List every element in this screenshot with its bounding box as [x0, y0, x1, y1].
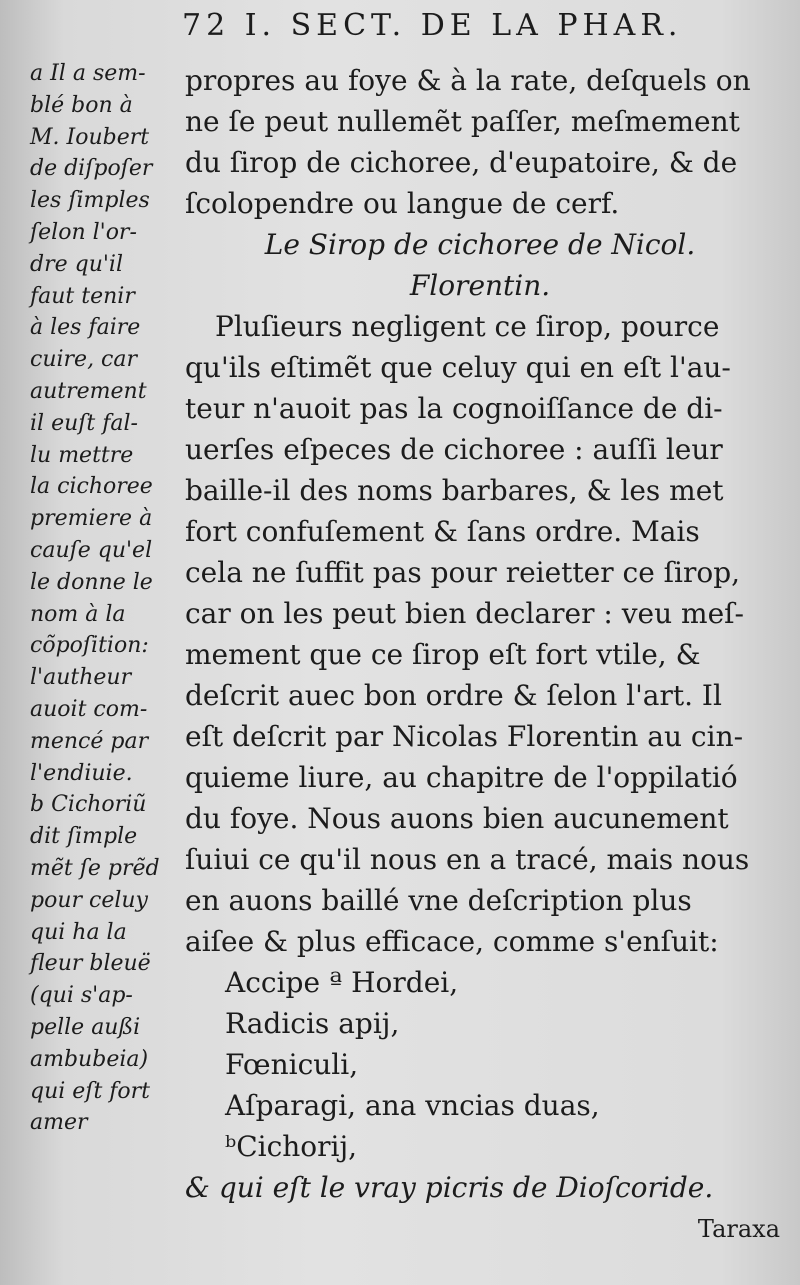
margin-note-line: premiere à [30, 506, 153, 532]
catchword: Taraxa [697, 1215, 780, 1243]
text-line: ſcolopendre ou langue de cerf. [185, 187, 620, 220]
margin-note-line: l'autheur [30, 665, 132, 691]
margin-note-line: nom à la [30, 601, 126, 627]
margin-note-line: M. Ioubert [30, 124, 150, 150]
running-header: 72 I. SECT. DE LA PHAR. [182, 8, 683, 43]
margin-note-line: amer [30, 1110, 88, 1136]
margin-note-line: mencé par [30, 728, 149, 754]
text-line: du ſirop de cichoree, d'eupatoire, & de [185, 146, 738, 179]
margin-note-line: lu mettre [30, 442, 134, 468]
recipe-line: Radicis apij, [225, 1007, 400, 1040]
text-line: mement que ce ſirop eſt fort vtile, & [185, 638, 701, 671]
text-line: ſuiui ce qu'il nous en a tracé, mais nous [185, 843, 750, 876]
margin-note-line: faut tenir [30, 283, 135, 309]
margin-note-line: dit ſimple [30, 824, 138, 850]
text-line: qu'ils eſtimẽt que celuy qui en eſt l'au- [185, 351, 731, 384]
margin-note-line: la cichoree [30, 474, 153, 500]
margin-note-line: b Cichoriũ [30, 792, 147, 818]
text-line: Pluſieurs negligent ce ſirop, pource [215, 310, 720, 343]
margin-note-line: pelle außi [30, 1014, 141, 1040]
margin-note-line: blé bon à [30, 92, 133, 118]
margin-note-line: les ſimples [30, 188, 150, 214]
margin-note-line: de diſpoſer [30, 156, 153, 182]
text-line: fort confuſement & ſans ordre. Mais [185, 515, 700, 548]
text-line: car on les peut bien declarer : veu meſ- [185, 597, 744, 630]
section-heading-subtitle: Florentin. [409, 269, 551, 302]
margin-note-line: il euſt fal- [30, 410, 138, 436]
text-line: du foye. Nous auons bien aucunement [185, 802, 729, 835]
margin-note-line: le donne le [30, 569, 153, 595]
margin-note-line: à les faire [30, 315, 141, 341]
text-line: quieme liure, au chapitre de l'oppilatió [185, 761, 738, 794]
text-line: aiſee & plus efficace, comme s'enſuit: [185, 925, 719, 958]
recipe-line: Accipe ª Hordei, [225, 966, 459, 999]
margin-note-line: ambubeia) [30, 1046, 149, 1072]
text-line: teur n'auoit pas la cognoiſſance de di- [185, 392, 723, 425]
text-line: propres au foye & à la rate, deſquels on [185, 64, 751, 97]
margin-note-line: qui eſt fort [30, 1078, 151, 1104]
text-line: cela ne ſuffit pas pour reietter ce ſirop, [185, 556, 741, 589]
text-line: uerſes eſpeces de cichoree : auſſi leur [185, 433, 723, 466]
recipe-line: Aſparagi, ana vncias duas, [225, 1089, 600, 1122]
recipe-line: Fœniculi, [225, 1048, 359, 1081]
margin-note-line: ſelon l'or- [30, 219, 137, 245]
margin-note-line: auoit com- [30, 696, 148, 722]
margin-note-line: cõpoſition: [30, 633, 149, 659]
text-line: deſcrit auec bon ordre & ſelon l'art. Il [185, 679, 722, 712]
margin-note-line: autrement [30, 378, 147, 404]
recipe-line: ᵇCichorij, [225, 1130, 358, 1163]
text-line: eſt deſcrit par Nicolas Florentin au cin- [185, 720, 744, 753]
margin-note-line: dre qu'il [30, 251, 123, 277]
margin-note-line: cauſe qu'el [30, 537, 153, 563]
text-line: baille-il des noms barbares, & les met [185, 474, 724, 507]
main-text [185, 60, 775, 1208]
margin-note-line: cuire, car [30, 347, 138, 373]
margin-note-line: fleur bleuë [30, 951, 151, 977]
margin-note-line: (qui s'ap- [30, 983, 133, 1009]
section-heading: Le Sirop de cichoree de Nicol. [264, 228, 696, 261]
final-line: & qui eſt le vray picris de Dioſcoride. [185, 1171, 714, 1204]
margin-notes [30, 58, 180, 1139]
margin-note-line: pour celuy [30, 887, 148, 913]
text-line: en auons baillé vne deſcription plus [185, 884, 692, 917]
margin-note-line: mẽt ſe prẽd [30, 855, 160, 881]
text-line: ne ſe peut nullemẽt paſſer, meſmement [185, 105, 740, 138]
margin-note-line: a Il a sem- [30, 61, 146, 86]
margin-note-line: l'endiuie. [30, 760, 133, 786]
margin-note-line: qui ha la [30, 919, 127, 945]
